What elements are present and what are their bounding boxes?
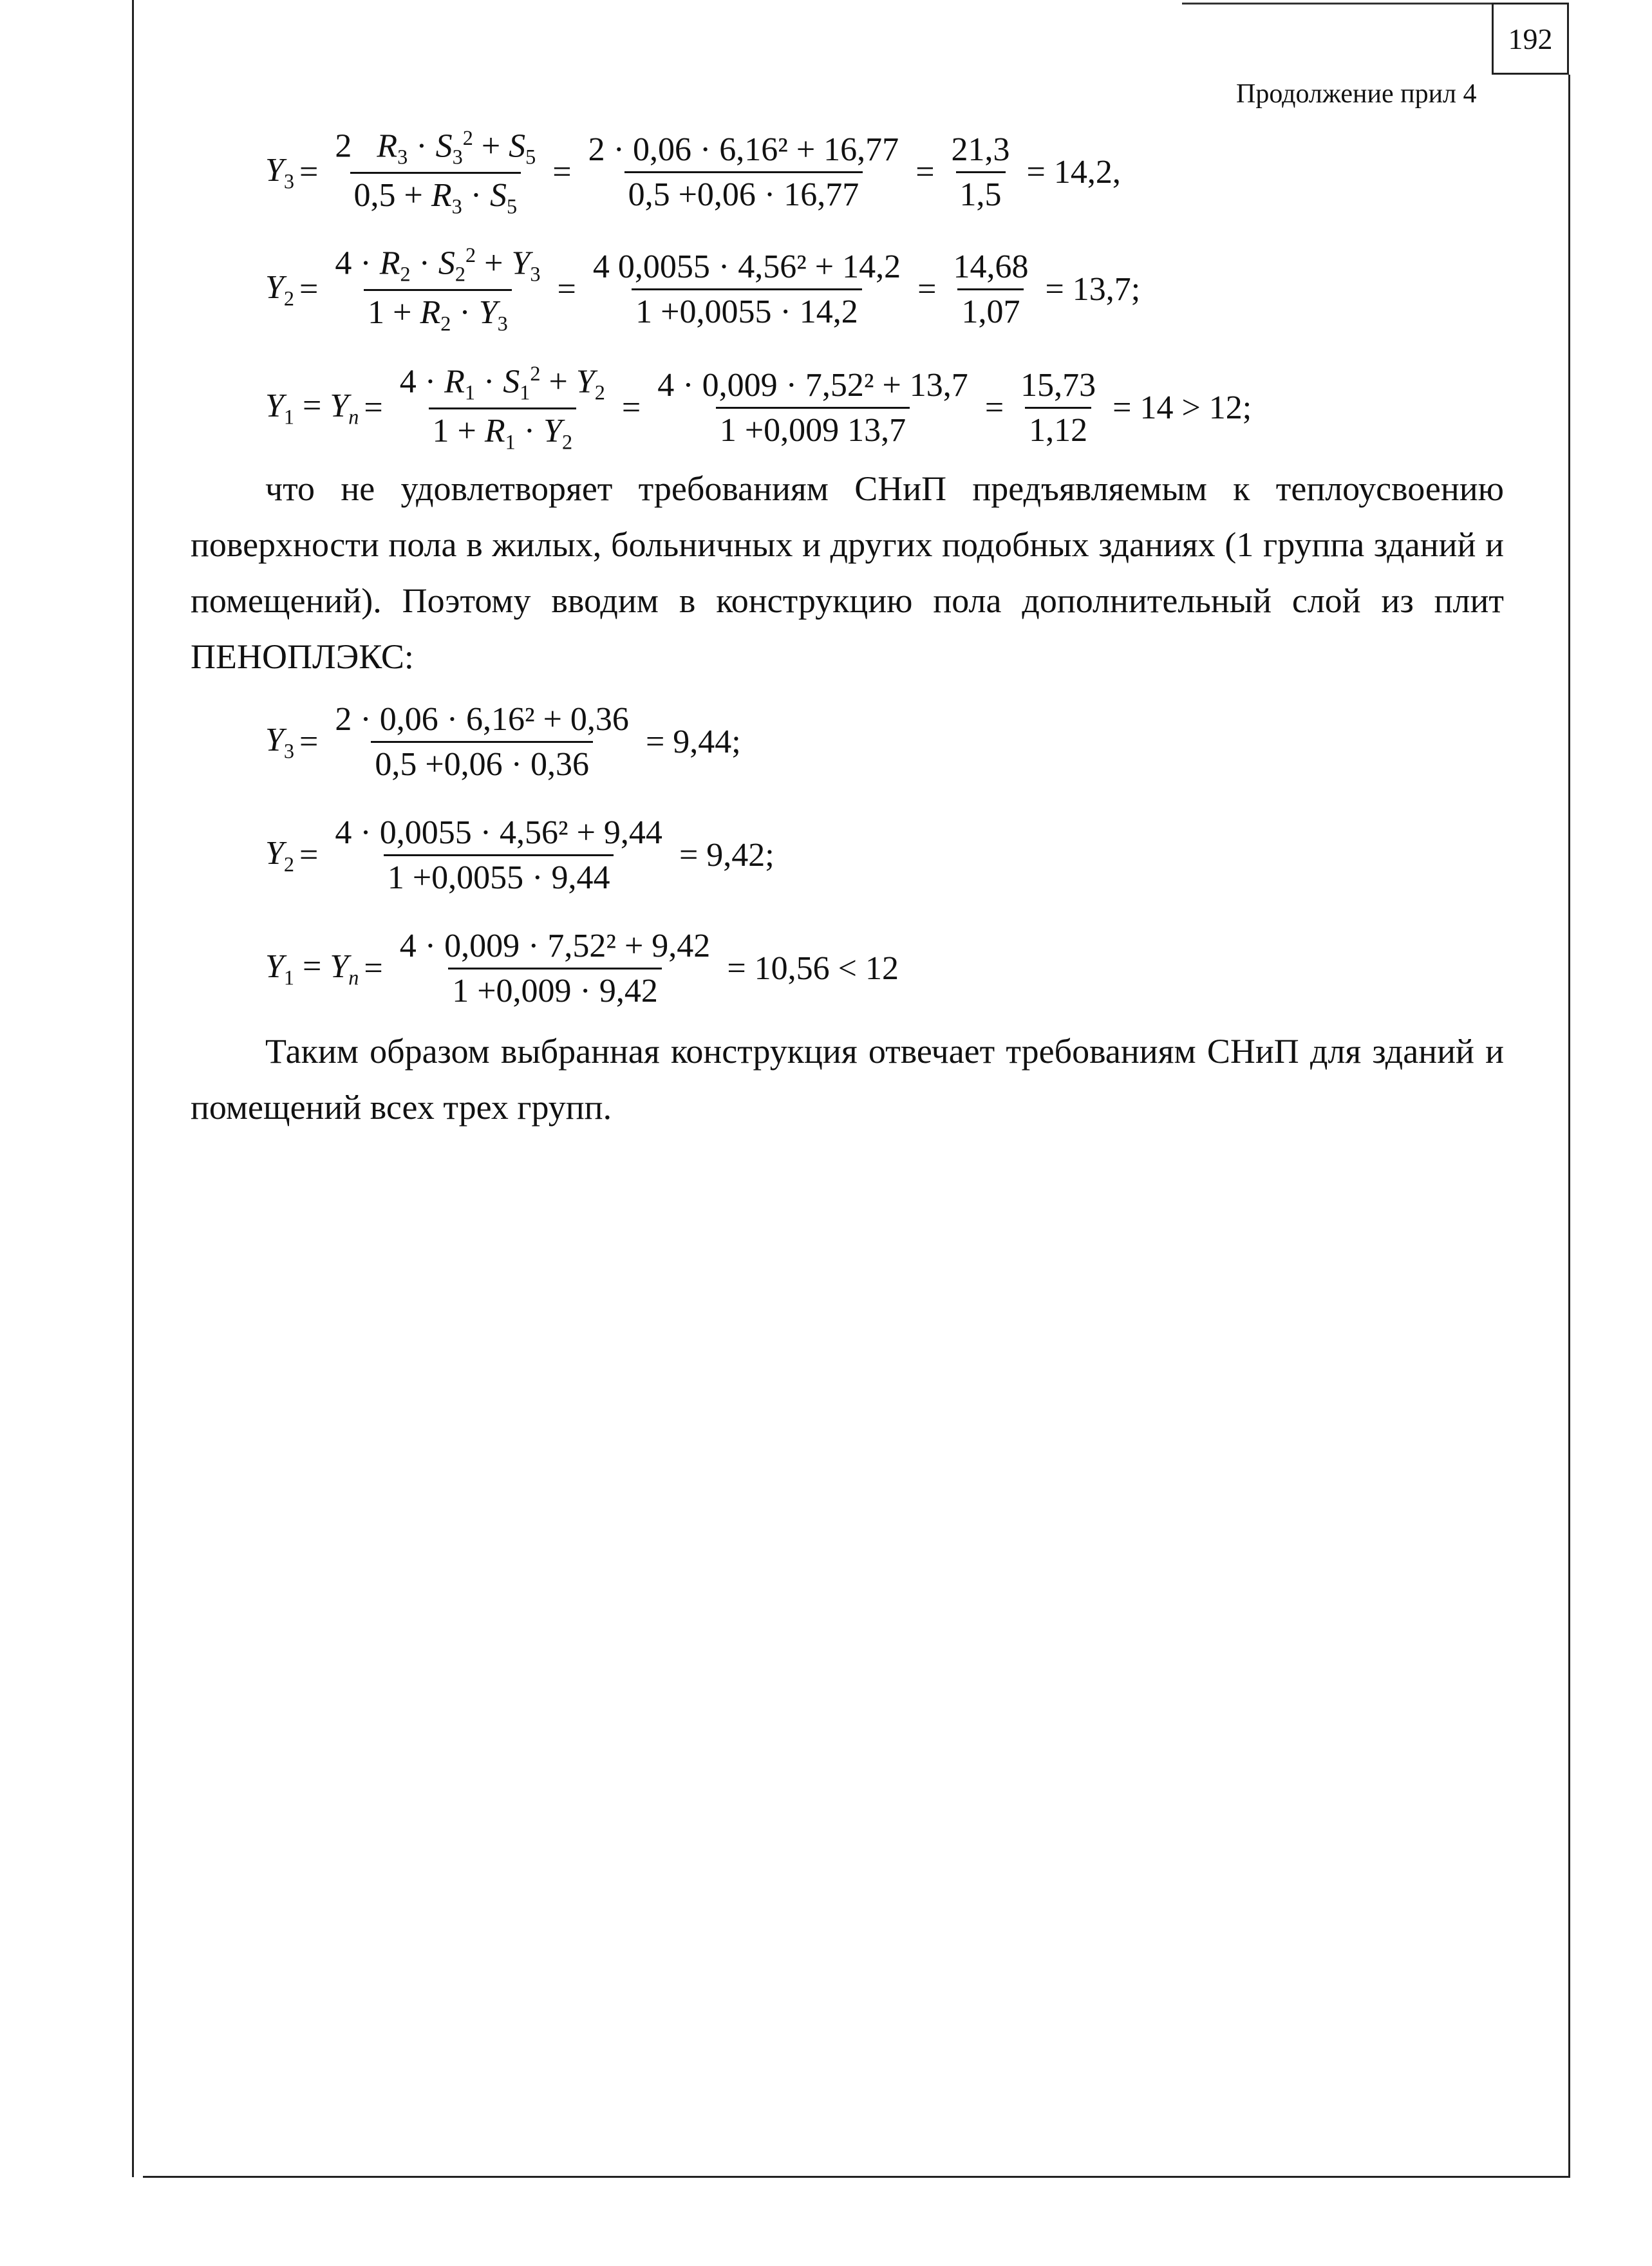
equation-y3: $Y_3$ = $\frac{2 R_3 \cdot S_3^2 + S_5}{0,5 + R_3 \cdot S_5}$ = $\frac{\text{2 · 0,06 · 6,16² + 16,77}}{0,5 +0,06 \cdot 16,77}$ = $\frac{21,3}{1,5}$ = 14,2, [265, 126, 1121, 218]
numeric-fraction: $\frac{\text{4 0,0055 · 4,56² + 14,2}}{1 +0,0055 \cdot 14,2}$ [592, 248, 901, 331]
eq-result: = 10,56 < 12 [727, 950, 899, 987]
eq-lhs: $Y_1 = Y_n$ [265, 387, 359, 429]
simplified-fraction: $\frac{14,68}{1,07}$ [953, 248, 1029, 331]
frame-bottom-line [143, 2176, 1570, 2178]
equation-y2-new: $Y_2$ = $\frac{\text{4 · 0,0055 · 4,56² + 9,44}}{1 +0,0055 \cdot 9,44}$ = 9,42; [265, 814, 774, 896]
paragraph-conclusion: Таким образом выбранная конструкция отвечает требованиям СНиП для зданий и помещений всех трех групп. [191, 1032, 1504, 1127]
equation-y1-new: $Y_1 = Y_n$ = $\frac{\text{4 · 0,009 · 7,52² + 9,42}}{1 +0,009 \cdot 9,42}$ = 10,56 < 12 [265, 928, 899, 1009]
eq-lhs: $Y_3$ [265, 721, 295, 763]
frame-right-line [1568, 75, 1570, 2178]
eq-lhs: $Y_2$ [265, 834, 295, 876]
eq-result: = 13,7; [1045, 271, 1141, 308]
symbolic-fraction: $\frac{2 R_3 \cdot S_3^2 + S_5}{0,5 + R_3 \cdot S_5}$ [335, 126, 536, 218]
equation-y1: $Y_1 = Y_n$ = $\frac{4 \cdot R_1 \cdot S_1^2 + Y_2}{1 + R_1 \cdot Y_2}$ = $\frac{\text{4 · 0,009 · 7,52² + 13,7}}{1 +0,009 13,7}$ = $\frac{15,73}{1,12}$ = 14 > 12; [265, 362, 1252, 454]
simplified-fraction: $\frac{15,73}{1,12}$ [1020, 367, 1096, 449]
eq-lhs: $Y_1 = Y_n$ [265, 948, 359, 989]
page-number: 192 [1492, 3, 1569, 75]
symbolic-fraction: $\frac{4 \cdot R_2 \cdot S_2^2 + Y_3}{1 + R_2 \cdot Y_3}$ [335, 243, 541, 335]
frame-left-line [132, 0, 134, 2177]
eq-result: = 14,2, [1026, 154, 1121, 191]
equation-y3-new: $Y_3$ = $\frac{\text{2 · 0,06 · 6,16² + 0,36}}{0,5 +0,06 \cdot 0,36}$ = 9,44; [265, 701, 741, 783]
numeric-fraction: $\frac{\text{4 · 0,0055 · 4,56² + 9,44}}{1 +0,0055 \cdot 9,44}$ [335, 814, 662, 896]
eq-result: = 9,44; [645, 724, 741, 760]
simplified-fraction: $\frac{21,3}{1,5}$ [951, 131, 1010, 214]
eq-lhs: $Y_2$ [265, 268, 295, 310]
symbolic-fraction: $\frac{4 \cdot R_1 \cdot S_1^2 + Y_2}{1 + R_1 \cdot Y_2}$ [399, 362, 605, 454]
eq-result: = 14 > 12; [1112, 389, 1252, 427]
equation-y2: $Y_2$ = $\frac{4 \cdot R_2 \cdot S_2^2 + Y_3}{1 + R_2 \cdot Y_3}$ = $\frac{\text{4 0,0055 · 4,56² + 14,2}}{1 +0,0055 \cdot 14,2}$ = $\frac{14,68}{1,07}$ = 13,7; [265, 243, 1141, 335]
paragraph-requirement: что не удовлетворяет требованиям СНиП предъявляемым к теплоусвоению поверхности пола в жилых, больничных и других подобных зданиях (1 группа зданий и помещений). Поэтому вводим в конструкцию пола дополнительный слой из плит ПЕНОПЛЭКС: [191, 469, 1504, 676]
eq-result: = 9,42; [679, 837, 774, 874]
eq-lhs: $Y_3$ [265, 151, 295, 193]
continued-label: Продолжение прил 4 [1236, 79, 1477, 109]
numeric-fraction: $\frac{\text{4 · 0,009 · 7,52² + 13,7}}{1 +0,009 13,7}$ [657, 367, 968, 449]
numeric-fraction: $\frac{\text{4 · 0,009 · 7,52² + 9,42}}{1 +0,009 \cdot 9,42}$ [399, 928, 711, 1009]
numeric-fraction: $\frac{\text{2 · 0,06 · 6,16² + 0,36}}{0,5 +0,06 \cdot 0,36}$ [335, 701, 629, 783]
numeric-fraction: $\frac{\text{2 · 0,06 · 6,16² + 16,77}}{0,5 +0,06 \cdot 16,77}$ [588, 131, 899, 214]
